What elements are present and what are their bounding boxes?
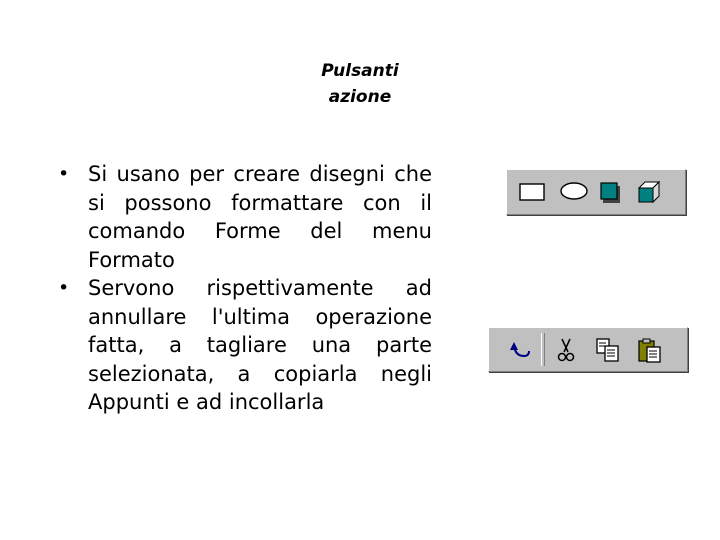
bullet-list	[52, 160, 432, 417]
edit-toolbar	[488, 327, 688, 372]
bullet-item	[52, 160, 432, 274]
cut-icon	[551, 336, 581, 364]
cut-button[interactable]	[551, 336, 581, 364]
bullet-text: Servono rispettivamente ad annullare l'ultima operazione fatta, a tagliare una parte selezionata, a copiarla negli Appunti e ad incollarla	[88, 276, 432, 414]
bullet-dot: •	[58, 277, 70, 299]
rectangle-icon	[517, 178, 547, 206]
bullet-item	[52, 274, 432, 417]
undo-button[interactable]	[505, 336, 535, 364]
shadow-button[interactable]	[595, 178, 625, 206]
slide-title-line-2: azione	[328, 87, 392, 107]
paste-button[interactable]	[635, 336, 665, 364]
3d-icon	[633, 178, 663, 206]
bullet-text: Si usano per creare disegni che si possono formattare con il comando Forme del menu Formato	[88, 162, 432, 272]
copy-button[interactable]	[593, 336, 623, 364]
undo-icon	[505, 336, 535, 364]
ellipse-button[interactable]	[559, 178, 589, 206]
paste-icon	[635, 336, 665, 364]
rectangle-button[interactable]	[517, 178, 547, 206]
ellipse-icon	[559, 178, 589, 206]
drawing-shapes-toolbar	[506, 169, 686, 215]
toolbar-separator	[541, 333, 545, 366]
bullet-dot: •	[58, 163, 70, 185]
slide-title	[300, 58, 420, 110]
shadow-icon	[595, 178, 625, 206]
3d-button[interactable]	[633, 178, 663, 206]
slide-title-line-1: Pulsanti	[321, 61, 399, 81]
copy-icon	[593, 336, 623, 364]
